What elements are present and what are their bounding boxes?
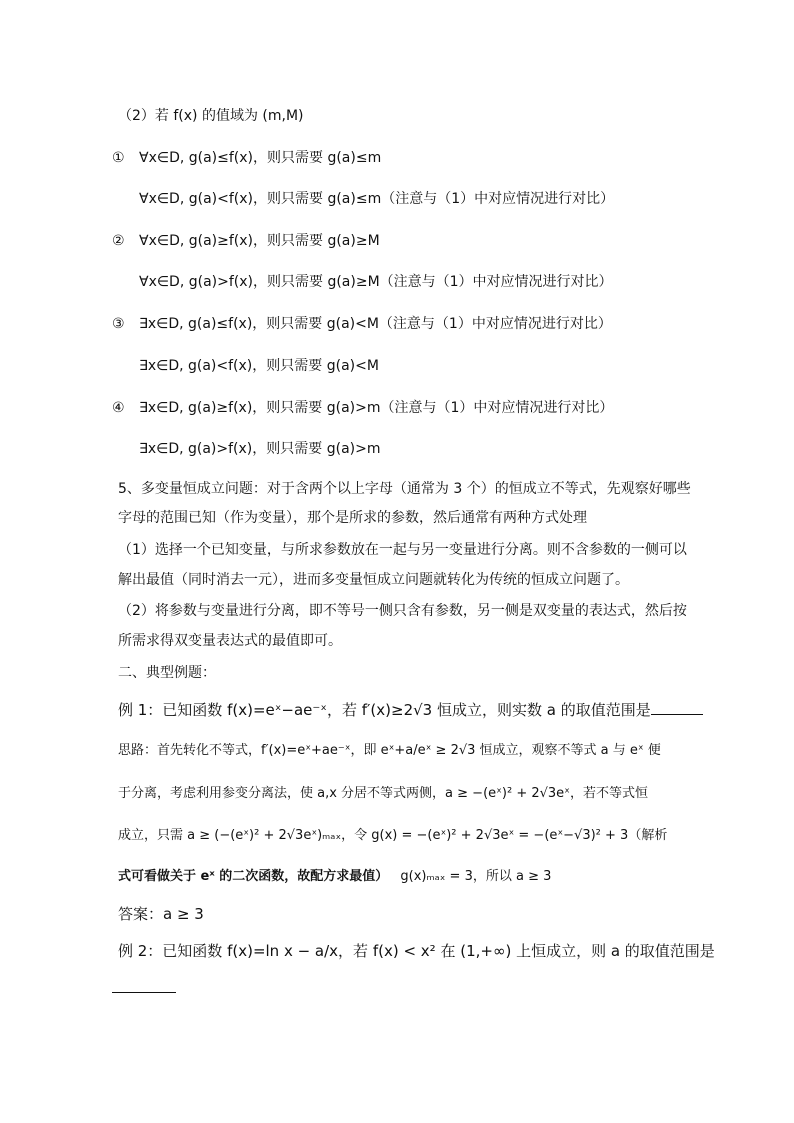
solution-1-line-4 xyxy=(118,867,551,887)
item-4b: ∃x∈D, g(a)>f(x)，则只需要 g(a)>m xyxy=(139,441,381,457)
solution-1-line-1: 思路：首先转化不等式，f′(x)=eˣ+ae⁻ˣ，即 eˣ+a/eˣ ≥ 2√3 恒成立，观察不等式 a 与 eˣ 便 xyxy=(118,743,661,758)
section-sub2: （2）若 f(x) 的值域为 (m,M) xyxy=(118,108,304,124)
para5-line-4: 解出最值（同时消去一元），进而多变量恒成立问题就转化为传统的恒成立问题了。 xyxy=(118,572,629,588)
item-3b: ∃x∈D, g(a)<f(x)，则只需要 g(a)<M xyxy=(139,358,379,374)
answer-blank xyxy=(651,702,703,715)
example-1 xyxy=(118,700,703,720)
example-2: 例 2：已知函数 f(x)=ln x − a/x，若 f(x) < x² 在 (1,+∞) 上恒成立，则 a 的取值范围是 xyxy=(118,942,715,960)
answer-blank-2 xyxy=(112,992,176,993)
item-1b: ∀x∈D, g(a)<f(x)，则只需要 g(a)≤m（注意与（1）中对应情况进行对比） xyxy=(139,191,615,207)
para5-line-2: 字母的范围已知（作为变量），那个是所求的参数，然后通常有两种方式处理 xyxy=(118,510,587,526)
para5-line-3: （1）选择一个已知变量，与所求参数放在一起与另一变量进行分离。则不含参数的一侧可以 xyxy=(118,542,687,558)
item-marker: ③ xyxy=(112,316,125,332)
item-text: ∃x∈D, g(a)≤f(x)，则只需要 g(a)<M（注意与（1）中对应情况进行对比） xyxy=(139,316,612,332)
answer-1: 答案：a ≥ 3 xyxy=(118,905,204,923)
solution-1-line-2: 于分离，考虑利用参变分离法，使 a,x 分居不等式两侧，a ≥ −(eˣ)² + 2√3eˣ，若不等式恒 xyxy=(118,786,648,801)
item-2 xyxy=(112,231,380,251)
item-marker: ① xyxy=(112,150,125,166)
para5-line-1: 5、多变量恒成立问题：对于含两个以上字母（通常为 3 个）的恒成立不等式，先观察好哪些 xyxy=(118,481,691,497)
solution-1-line-3: 成立，只需 a ≥ (−(eˣ)² + 2√3eˣ)ₘₐₓ，令 g(x) = −(eˣ)² + 2√3eˣ = −(eˣ−√3)² + 3（解析 xyxy=(118,828,668,843)
item-marker: ② xyxy=(112,233,125,249)
item-text: ∀x∈D, g(a)≤f(x)，则只需要 g(a)≤m xyxy=(139,150,382,166)
solution-1-bold-note: 式可看做关于 eˣ 的二次函数，故配方求最值） xyxy=(118,869,389,884)
item-text: ∀x∈D, g(a)≥f(x)，则只需要 g(a)≥M xyxy=(139,233,380,249)
para5-line-6: 所需求得双变量表达式的最值即可。 xyxy=(118,633,342,649)
item-2b: ∀x∈D, g(a)>f(x)，则只需要 g(a)≥M（注意与（1）中对应情况进行对比） xyxy=(139,274,613,290)
item-marker: ④ xyxy=(112,400,125,416)
example-1-text: 例 1：已知函数 f(x)=eˣ−ae⁻ˣ，若 f′(x)≥2√3 恒成立，则实数 a 的取值范围是 xyxy=(118,701,651,719)
solution-1-conclusion: g(x)ₘₐₓ = 3，所以 a ≥ 3 xyxy=(400,869,552,884)
item-1 xyxy=(112,148,381,168)
item-3 xyxy=(112,314,612,334)
para5-line-5: （2）将参数与变量进行分离，即不等号一侧只含有参数，另一侧是双变量的表达式，然后按 xyxy=(118,603,687,619)
item-text: ∃x∈D, g(a)≥f(x)，则只需要 g(a)>m（注意与（1）中对应情况进行对比） xyxy=(139,400,614,416)
item-4 xyxy=(112,398,613,418)
heading-typical-examples: 二、典型例题： xyxy=(118,665,216,681)
